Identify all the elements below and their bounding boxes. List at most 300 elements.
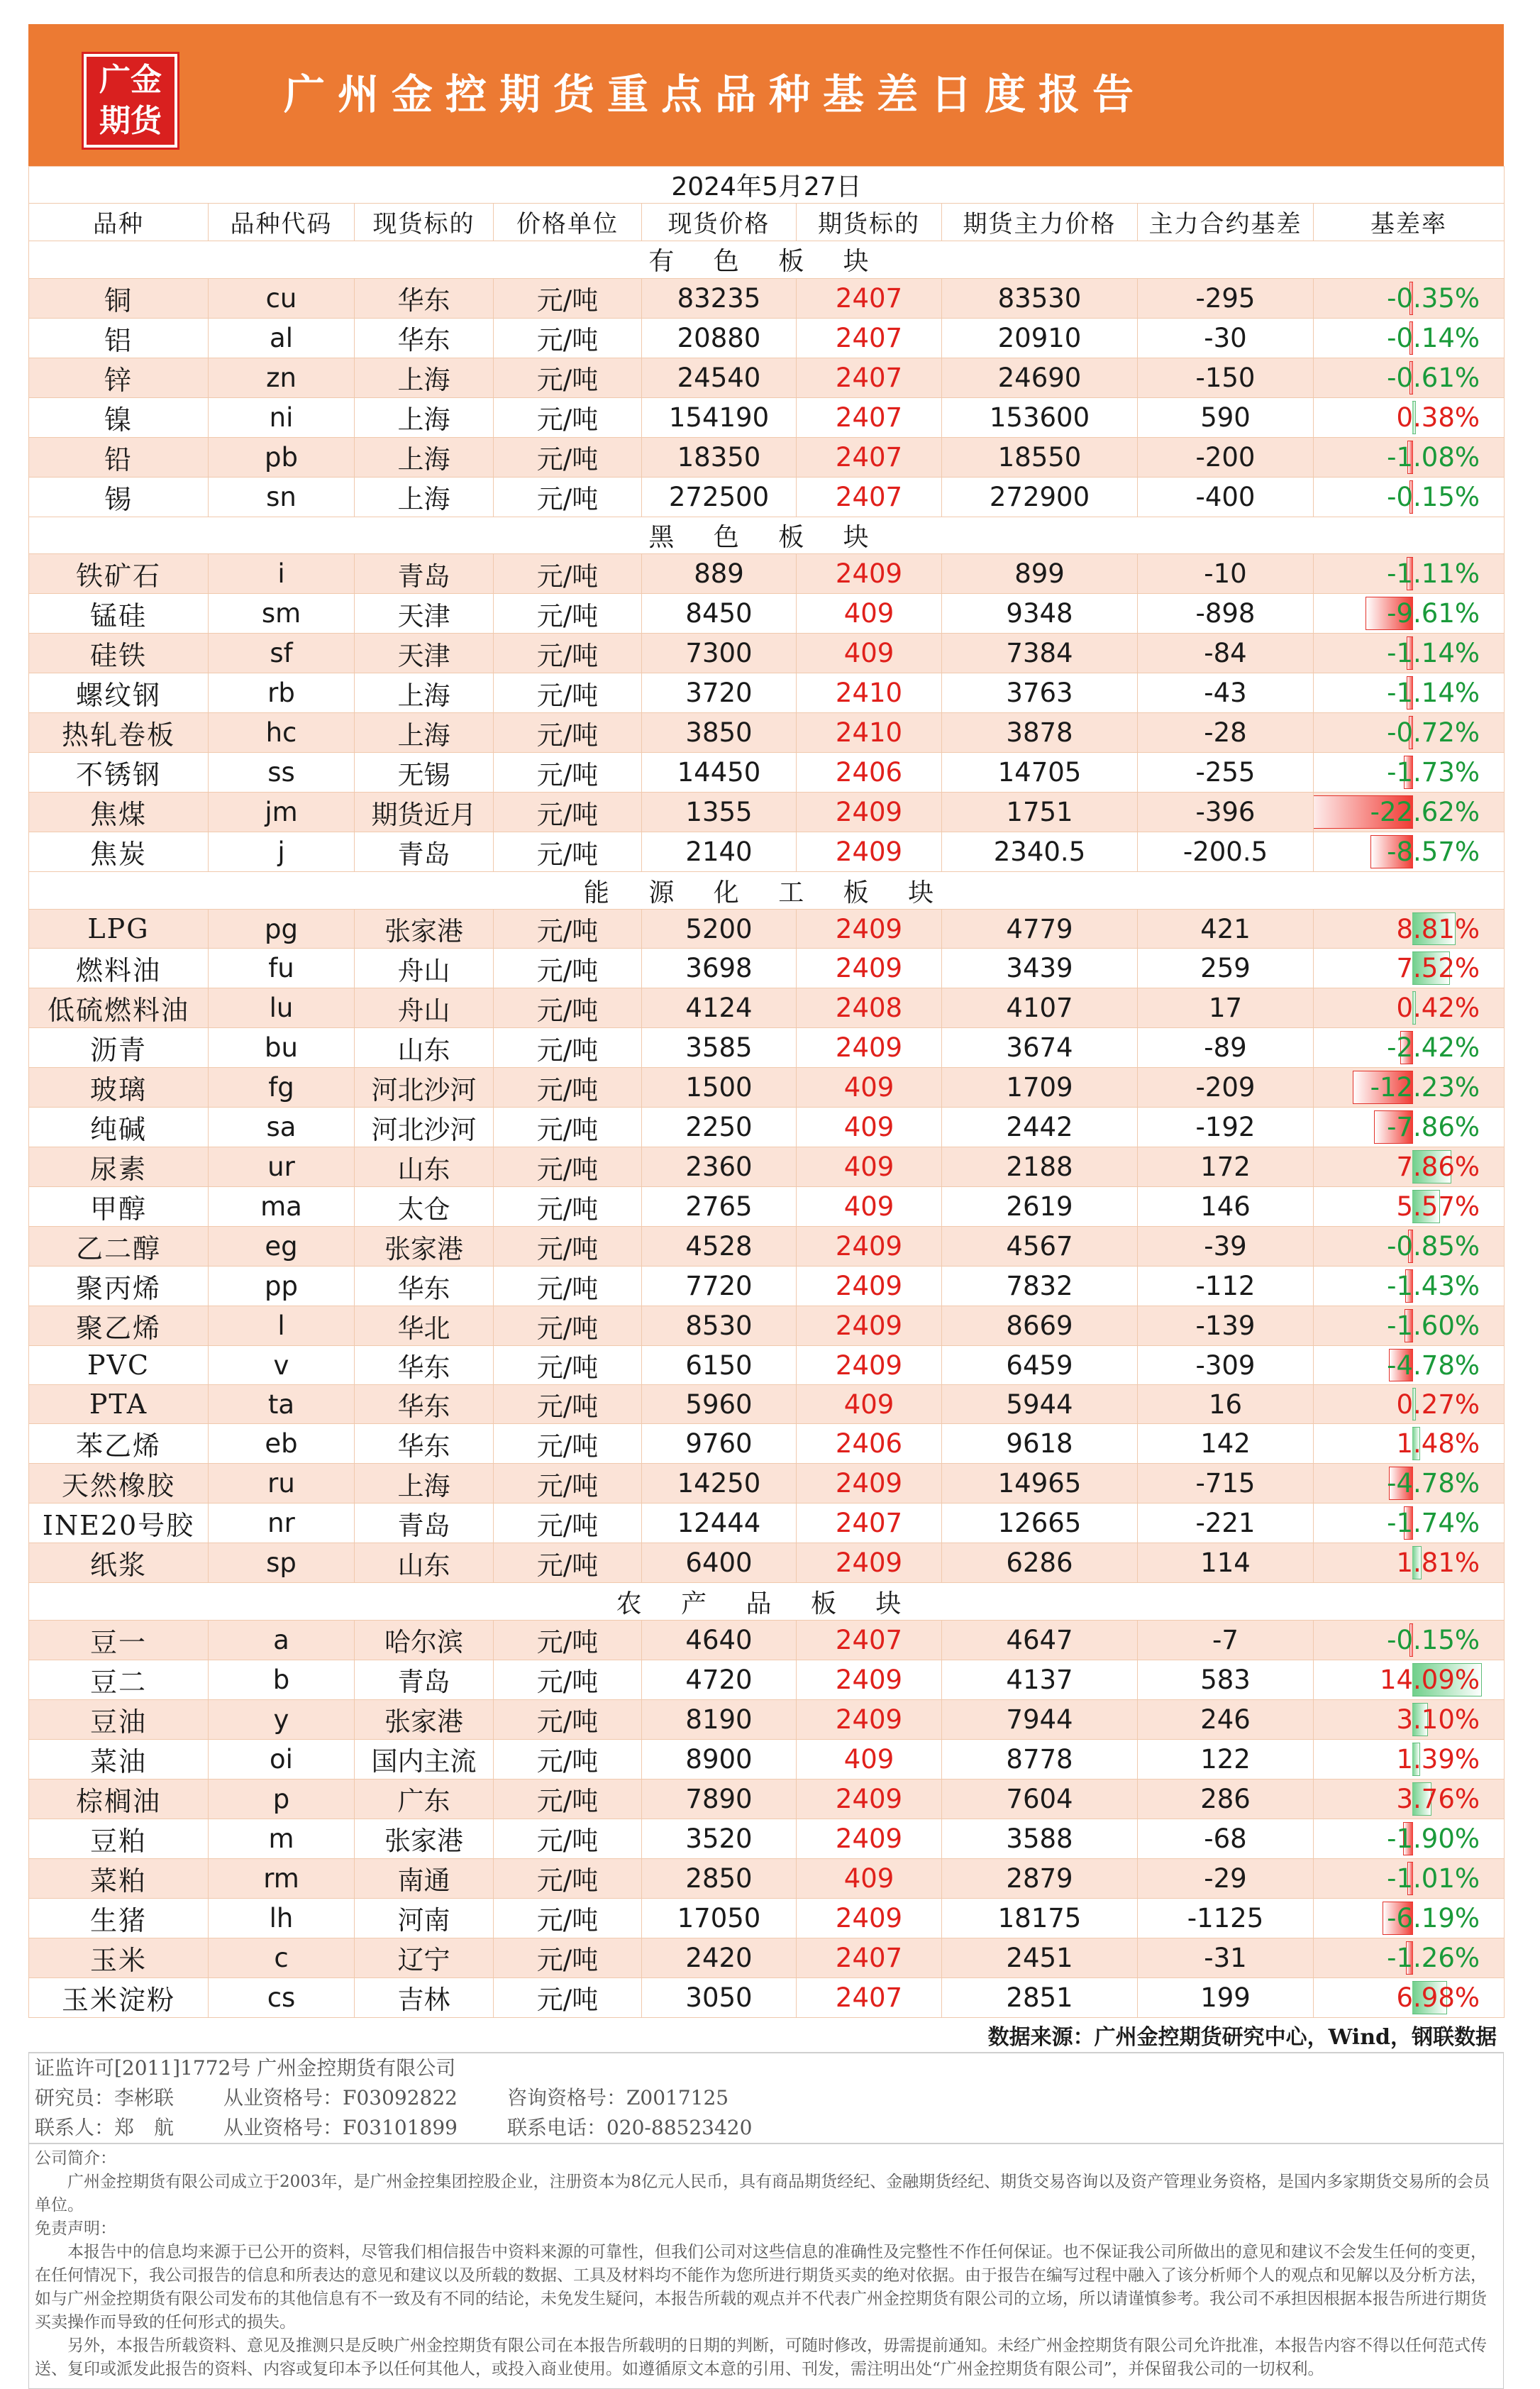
- table-row: [29, 949, 1505, 988]
- cell-spot-ref: 青岛: [355, 1660, 494, 1699]
- basis-rate-value: -1.90%: [1387, 1823, 1480, 1854]
- cell-code: pb: [209, 437, 355, 477]
- cell-spot: 14250: [642, 1464, 797, 1504]
- cell-name: 焦炭: [29, 832, 209, 872]
- table-row: [29, 554, 1505, 594]
- cell-spot-ref: 无锡: [355, 753, 494, 793]
- cell-name: 燃料油: [29, 949, 209, 988]
- data-source: 数据来源：广州金控期货研究中心，Wind，钢联数据: [987, 2024, 1497, 2050]
- cell-contract: 2409: [797, 1898, 942, 1938]
- cell-spot: 9760: [642, 1424, 797, 1464]
- cell-unit: 元/吨: [494, 1464, 642, 1504]
- basis-rate-value: -4.78%: [1387, 1468, 1480, 1499]
- cell-spot-ref: 华东: [355, 1424, 494, 1464]
- cell-name: 豆粕: [29, 1819, 209, 1858]
- cell-spot: 2360: [642, 1147, 797, 1187]
- table-row: [29, 358, 1505, 397]
- cell-futures: 8778: [942, 1739, 1138, 1779]
- cell-code: b: [209, 1660, 355, 1699]
- cell-unit: 元/吨: [494, 358, 642, 397]
- cell-contract: 2409: [797, 1346, 942, 1385]
- cell-unit: 元/吨: [494, 594, 642, 634]
- basis-rate-value: 0.42%: [1396, 993, 1480, 1024]
- cell-spot: 5200: [642, 910, 797, 949]
- cell-spot-ref: 河北沙河: [355, 1068, 494, 1108]
- cell-futures: 6459: [942, 1346, 1138, 1385]
- cell-basis-rate: [1314, 1464, 1505, 1504]
- table-row: [29, 1187, 1505, 1227]
- cell-spot: 154190: [642, 397, 797, 437]
- cell-spot: 7300: [642, 634, 797, 673]
- cell-spot: 2140: [642, 832, 797, 872]
- cell-name: INE20号胶: [29, 1504, 209, 1543]
- cell-basis: -200.5: [1138, 832, 1314, 872]
- cell-spot: 8190: [642, 1699, 797, 1739]
- cell-basis: -30: [1138, 318, 1314, 358]
- cell-unit: 元/吨: [494, 949, 642, 988]
- basis-rate-value: -0.85%: [1387, 1231, 1480, 1262]
- basis-rate-value: 1.81%: [1396, 1547, 1480, 1579]
- cell-name: 硅铁: [29, 634, 209, 673]
- cell-futures: 18550: [942, 437, 1138, 477]
- cell-basis: 583: [1138, 1660, 1314, 1699]
- company-logo: 广金 期货: [84, 54, 177, 148]
- basis-rate-value: 7.86%: [1396, 1152, 1480, 1183]
- basis-rate-value: 3.76%: [1396, 1783, 1480, 1814]
- cell-unit: 元/吨: [494, 673, 642, 713]
- cell-futures: 2340.5: [942, 832, 1138, 872]
- basis-rate-value: -1.01%: [1387, 1863, 1480, 1894]
- col-header: 现货价格: [642, 204, 797, 241]
- cell-basis: -89: [1138, 1028, 1314, 1068]
- table-row: [29, 1346, 1505, 1385]
- cell-basis-rate: [1314, 673, 1505, 713]
- table-row: [29, 397, 1505, 437]
- cell-futures: 2188: [942, 1147, 1138, 1187]
- researcher-line: 研究员：李彬联 从业资格号：F03092822 咨询资格号：Z0017125: [35, 2085, 729, 2109]
- cell-spot-ref: 张家港: [355, 1227, 494, 1267]
- section-header-row: [29, 1583, 1505, 1621]
- contact-line: 联系人：郑 航 从业资格号：F03101899 联系电话：020-88523420: [35, 2115, 753, 2139]
- basis-rate-value: 5.57%: [1396, 1191, 1480, 1223]
- cell-basis: 246: [1138, 1699, 1314, 1739]
- cell-name: 铅: [29, 437, 209, 477]
- basis-rate-value: -0.35%: [1387, 282, 1480, 314]
- cell-contract: 409: [797, 1385, 942, 1424]
- cell-contract: 2409: [797, 910, 942, 949]
- cell-basis-rate: [1314, 477, 1505, 517]
- cell-spot: 12444: [642, 1504, 797, 1543]
- col-header: 主力合约基差: [1138, 204, 1314, 241]
- cell-spot: 8900: [642, 1739, 797, 1779]
- cell-name: 低硫燃料油: [29, 988, 209, 1028]
- cell-spot: 7890: [642, 1779, 797, 1819]
- cell-spot: 3520: [642, 1819, 797, 1858]
- cell-basis: -84: [1138, 634, 1314, 673]
- cell-code: jm: [209, 793, 355, 832]
- cell-unit: 元/吨: [494, 1267, 642, 1306]
- cell-spot-ref: 天津: [355, 594, 494, 634]
- intro-text: 广州金控期货有限公司成立于2003年，是广州金控集团控股企业，注册资本为8亿元人民币，具有商品期货经纪、金融期货经纪、期货交易咨询以及资产管理业务资格，是国内多家期货交易所的会员单位。: [35, 2172, 1490, 2214]
- cell-name: 玻璃: [29, 1068, 209, 1108]
- cell-basis-rate: [1314, 634, 1505, 673]
- cell-basis-rate: [1314, 1147, 1505, 1187]
- cell-contract: 2409: [797, 1543, 942, 1583]
- cell-basis: -139: [1138, 1306, 1314, 1346]
- table-row: [29, 713, 1505, 753]
- cell-futures: 1751: [942, 793, 1138, 832]
- cell-futures: 7384: [942, 634, 1138, 673]
- cell-code: m: [209, 1819, 355, 1858]
- cell-name: 玉米: [29, 1938, 209, 1977]
- basis-rate-value: -1.43%: [1387, 1271, 1480, 1302]
- section-title: 黑 色 板 块: [29, 517, 1505, 554]
- cell-futures: 12665: [942, 1504, 1138, 1543]
- cell-futures: 14705: [942, 753, 1138, 793]
- table-row: [29, 1858, 1505, 1898]
- cell-code: eb: [209, 1424, 355, 1464]
- cell-futures: 4647: [942, 1620, 1138, 1660]
- cell-spot-ref: 哈尔滨: [355, 1620, 494, 1660]
- cell-name: 菜油: [29, 1739, 209, 1779]
- cell-basis: 286: [1138, 1779, 1314, 1819]
- table-row: [29, 1147, 1505, 1187]
- cell-contract: 2407: [797, 278, 942, 318]
- cell-basis: 16: [1138, 1385, 1314, 1424]
- cell-spot: 7720: [642, 1267, 797, 1306]
- cell-name: 甲醇: [29, 1187, 209, 1227]
- cell-unit: 元/吨: [494, 753, 642, 793]
- table-row: [29, 1385, 1505, 1424]
- cell-spot-ref: 天津: [355, 634, 494, 673]
- cell-spot-ref: 张家港: [355, 1819, 494, 1858]
- cell-unit: 元/吨: [494, 1543, 642, 1583]
- cell-spot-ref: 上海: [355, 397, 494, 437]
- cell-spot-ref: 华东: [355, 1346, 494, 1385]
- cell-contract: 2409: [797, 1819, 942, 1858]
- cell-code: pp: [209, 1267, 355, 1306]
- basis-rate-value: -9.61%: [1387, 598, 1480, 629]
- cell-basis: -221: [1138, 1504, 1314, 1543]
- cell-unit: 元/吨: [494, 713, 642, 753]
- cell-spot-ref: 舟山: [355, 988, 494, 1028]
- cell-code: ru: [209, 1464, 355, 1504]
- table-row: [29, 1977, 1505, 2017]
- cell-basis: -39: [1138, 1227, 1314, 1267]
- cell-basis: -150: [1138, 358, 1314, 397]
- basis-rate-value: -22.62%: [1370, 797, 1480, 828]
- cell-unit: 元/吨: [494, 1108, 642, 1147]
- cell-basis: -7: [1138, 1620, 1314, 1660]
- footer-info: [28, 2052, 1504, 2389]
- cell-code: sp: [209, 1543, 355, 1583]
- cell-basis: 17: [1138, 988, 1314, 1028]
- cell-unit: 元/吨: [494, 1620, 642, 1660]
- table-row: [29, 793, 1505, 832]
- report-page: [28, 24, 1504, 2389]
- basis-rate-value: 8.81%: [1396, 913, 1480, 944]
- cell-futures: 3763: [942, 673, 1138, 713]
- cell-unit: 元/吨: [494, 1306, 642, 1346]
- cell-contract: 2409: [797, 1227, 942, 1267]
- cell-spot: 18350: [642, 437, 797, 477]
- cell-unit: 元/吨: [494, 1660, 642, 1699]
- cell-basis: 122: [1138, 1739, 1314, 1779]
- cell-code: c: [209, 1938, 355, 1977]
- cell-unit: 元/吨: [494, 318, 642, 358]
- basis-rate-value: -1.08%: [1387, 441, 1480, 473]
- cell-spot-ref: 张家港: [355, 1699, 494, 1739]
- cell-futures: 24690: [942, 358, 1138, 397]
- cell-contract: 2407: [797, 397, 942, 437]
- cell-code: cs: [209, 1977, 355, 2017]
- cell-name: 尿素: [29, 1147, 209, 1187]
- table-row: [29, 1464, 1505, 1504]
- cell-futures: 153600: [942, 397, 1138, 437]
- cell-name: 豆二: [29, 1660, 209, 1699]
- cell-futures: 4567: [942, 1227, 1138, 1267]
- cell-contract: 2409: [797, 554, 942, 594]
- basis-rate-value: 0.38%: [1396, 402, 1480, 433]
- section-header-row: [29, 241, 1505, 278]
- cell-code: sa: [209, 1108, 355, 1147]
- cell-spot: 83235: [642, 278, 797, 318]
- cell-basis: 114: [1138, 1543, 1314, 1583]
- cell-basis-rate: [1314, 1028, 1505, 1068]
- cell-code: v: [209, 1346, 355, 1385]
- cell-spot-ref: 山东: [355, 1543, 494, 1583]
- col-header: 品种: [29, 204, 209, 241]
- basis-rate-value: 1.48%: [1396, 1428, 1480, 1460]
- table-row: [29, 1068, 1505, 1108]
- cell-name: 镍: [29, 397, 209, 437]
- cell-contract: 2409: [797, 793, 942, 832]
- table-row: [29, 634, 1505, 673]
- col-header: 价格单位: [494, 204, 642, 241]
- table-row: [29, 1108, 1505, 1147]
- cell-basis-rate: [1314, 793, 1505, 832]
- cell-futures: 3674: [942, 1028, 1138, 1068]
- cell-contract: 409: [797, 1147, 942, 1187]
- cell-unit: 元/吨: [494, 634, 642, 673]
- cell-spot: 5960: [642, 1385, 797, 1424]
- cell-basis-rate: [1314, 1938, 1505, 1977]
- cell-futures: 4779: [942, 910, 1138, 949]
- cell-basis: -309: [1138, 1346, 1314, 1385]
- cell-futures: 20910: [942, 318, 1138, 358]
- cell-code: y: [209, 1699, 355, 1739]
- cell-unit: 元/吨: [494, 1977, 642, 2017]
- table-row: [29, 1543, 1505, 1583]
- cell-contract: 2407: [797, 358, 942, 397]
- cell-unit: 元/吨: [494, 793, 642, 832]
- section-header-row: [29, 517, 1505, 554]
- cell-contract: 2409: [797, 1699, 942, 1739]
- cell-basis-rate: [1314, 1424, 1505, 1464]
- cell-unit: 元/吨: [494, 477, 642, 517]
- table-row: [29, 1306, 1505, 1346]
- table-row: [29, 1424, 1505, 1464]
- cell-name: PVC: [29, 1346, 209, 1385]
- cell-code: oi: [209, 1739, 355, 1779]
- cell-basis: 421: [1138, 910, 1314, 949]
- basis-rate-value: -8.57%: [1387, 837, 1480, 868]
- cell-code: lu: [209, 988, 355, 1028]
- basis-rate-value: 14.09%: [1379, 1664, 1480, 1695]
- cell-spot-ref: 辽宁: [355, 1938, 494, 1977]
- cell-futures: 2451: [942, 1938, 1138, 1977]
- col-header: 期货主力价格: [942, 204, 1138, 241]
- cell-basis: 172: [1138, 1147, 1314, 1187]
- cell-spot-ref: 张家港: [355, 910, 494, 949]
- cell-name: 聚丙烯: [29, 1267, 209, 1306]
- cell-basis: -396: [1138, 793, 1314, 832]
- cell-spot-ref: 期货近月: [355, 793, 494, 832]
- cell-name: 生猪: [29, 1898, 209, 1938]
- cell-spot-ref: 华东: [355, 1385, 494, 1424]
- cell-name: 锡: [29, 477, 209, 517]
- cell-name: 豆油: [29, 1699, 209, 1739]
- cell-name: 菜粕: [29, 1858, 209, 1898]
- section-header-row: [29, 872, 1505, 910]
- cell-code: ta: [209, 1385, 355, 1424]
- cell-spot-ref: 华北: [355, 1306, 494, 1346]
- cell-futures: 83530: [942, 278, 1138, 318]
- cell-futures: 7604: [942, 1779, 1138, 1819]
- table-row: [29, 1898, 1505, 1938]
- cell-name: PTA: [29, 1385, 209, 1424]
- cell-spot: 2250: [642, 1108, 797, 1147]
- cell-contract: 409: [797, 1187, 942, 1227]
- cell-unit: 元/吨: [494, 1779, 642, 1819]
- cell-basis: -10: [1138, 554, 1314, 594]
- cell-name: 焦煤: [29, 793, 209, 832]
- cell-unit: 元/吨: [494, 910, 642, 949]
- cell-spot: 272500: [642, 477, 797, 517]
- cell-spot-ref: 上海: [355, 477, 494, 517]
- cell-name: 豆一: [29, 1620, 209, 1660]
- table-row: [29, 1699, 1505, 1739]
- cell-unit: 元/吨: [494, 1739, 642, 1779]
- basis-rate-value: -0.72%: [1387, 717, 1480, 749]
- cell-basis-rate: [1314, 278, 1505, 318]
- cell-contract: 2406: [797, 1424, 942, 1464]
- cell-code: pg: [209, 910, 355, 949]
- cell-code: ma: [209, 1187, 355, 1227]
- cell-spot-ref: 青岛: [355, 832, 494, 872]
- cell-contract: 2409: [797, 1660, 942, 1699]
- disclaimer-text: 本报告中的信息均来源于已公开的资料，尽管我们相信报告中资料来源的可靠性，但我们公司对这些信息的准确性及完整性不作任何保证。也不保证我公司所做出的意见和建议不会发生任何的变更，在任何情况下，我公司报告的信息和所表达的意见和建议以及所载的数据、工具及材料均不能作为您所进行期货买卖的绝对依据。由于报告在编写过程中融入了该分析师个人的观点和见解以及分析方法，如与广州金控期货有限公司发布的其他信息有不一致及有不同的结论，未免发生疑问，本报告所载的观点并不代表广州金控期货有限公司的立场，所以请谨慎参考。我公司不承担因根据本报告所进行期货买卖操作而导致的任何形式的损失。: [35, 2242, 1487, 2332]
- cell-basis-rate: [1314, 1858, 1505, 1898]
- basis-rate-value: 3.10%: [1396, 1704, 1480, 1735]
- cell-spot: 3850: [642, 713, 797, 753]
- cell-contract: 2407: [797, 318, 942, 358]
- cell-contract: 2407: [797, 1938, 942, 1977]
- cell-futures: 5944: [942, 1385, 1138, 1424]
- cell-futures: 7832: [942, 1267, 1138, 1306]
- cell-code: a: [209, 1620, 355, 1660]
- cell-contract: 2407: [797, 1977, 942, 2017]
- cell-spot: 3698: [642, 949, 797, 988]
- cell-futures: 3878: [942, 713, 1138, 753]
- cell-spot: 2850: [642, 1858, 797, 1898]
- cell-basis: 146: [1138, 1187, 1314, 1227]
- cell-futures: 2879: [942, 1858, 1138, 1898]
- cell-futures: 14965: [942, 1464, 1138, 1504]
- cell-spot: 1355: [642, 793, 797, 832]
- cell-contract: 2409: [797, 1028, 942, 1068]
- table-row: [29, 1267, 1505, 1306]
- table-row: [29, 1227, 1505, 1267]
- cell-basis-rate: [1314, 988, 1505, 1028]
- basis-rate-value: -12.23%: [1370, 1072, 1480, 1103]
- cell-spot: 8530: [642, 1306, 797, 1346]
- cell-basis-rate: [1314, 1267, 1505, 1306]
- basis-rate-value: -1.11%: [1387, 558, 1480, 590]
- cell-spot: 14450: [642, 753, 797, 793]
- basis-rate-value: 7.52%: [1396, 953, 1480, 984]
- cell-code: rm: [209, 1858, 355, 1898]
- cell-futures: 2619: [942, 1187, 1138, 1227]
- cell-futures: 4107: [942, 988, 1138, 1028]
- cell-name: 沥青: [29, 1028, 209, 1068]
- cell-futures: 899: [942, 554, 1138, 594]
- table-row: [29, 832, 1505, 872]
- cell-basis-rate: [1314, 1660, 1505, 1699]
- cell-spot-ref: 舟山: [355, 949, 494, 988]
- cell-contract: 2409: [797, 1464, 942, 1504]
- cell-spot: 889: [642, 554, 797, 594]
- cell-name: 玉米淀粉: [29, 1977, 209, 2017]
- basis-rate-value: -2.42%: [1387, 1032, 1480, 1064]
- cell-basis: -31: [1138, 1938, 1314, 1977]
- col-header: 基差率: [1314, 204, 1505, 241]
- cell-spot-ref: 南通: [355, 1858, 494, 1898]
- cell-spot-ref: 吉林: [355, 1977, 494, 2017]
- cell-name: 铝: [29, 318, 209, 358]
- table-row: [29, 318, 1505, 358]
- cell-unit: 元/吨: [494, 397, 642, 437]
- cell-code: lh: [209, 1898, 355, 1938]
- cell-basis-rate: [1314, 1346, 1505, 1385]
- cell-basis: -29: [1138, 1858, 1314, 1898]
- cell-name: 锌: [29, 358, 209, 397]
- cell-contract: 2407: [797, 1620, 942, 1660]
- cell-code: ss: [209, 753, 355, 793]
- cell-spot-ref: 国内主流: [355, 1739, 494, 1779]
- cell-spot-ref: 山东: [355, 1147, 494, 1187]
- basis-rate-value: -1.14%: [1387, 678, 1480, 709]
- cell-spot-ref: 山东: [355, 1028, 494, 1068]
- basis-rate-value: -0.61%: [1387, 362, 1480, 393]
- cell-futures: 9348: [942, 594, 1138, 634]
- cell-basis-rate: [1314, 1898, 1505, 1938]
- cell-unit: 元/吨: [494, 1385, 642, 1424]
- column-header-row: [29, 204, 1505, 241]
- basis-rate-value: 1.39%: [1396, 1743, 1480, 1775]
- cell-spot-ref: 上海: [355, 1464, 494, 1504]
- cell-basis-rate: [1314, 1068, 1505, 1108]
- cell-spot-ref: 华东: [355, 318, 494, 358]
- basis-rate-value: -4.78%: [1387, 1350, 1480, 1381]
- cell-code: al: [209, 318, 355, 358]
- cell-name: 苯乙烯: [29, 1424, 209, 1464]
- cell-basis-rate: [1314, 1543, 1505, 1583]
- cell-spot-ref: 广东: [355, 1779, 494, 1819]
- cell-basis-rate: [1314, 1504, 1505, 1543]
- basis-rate-value: -0.15%: [1387, 481, 1480, 512]
- cell-basis: 199: [1138, 1977, 1314, 2017]
